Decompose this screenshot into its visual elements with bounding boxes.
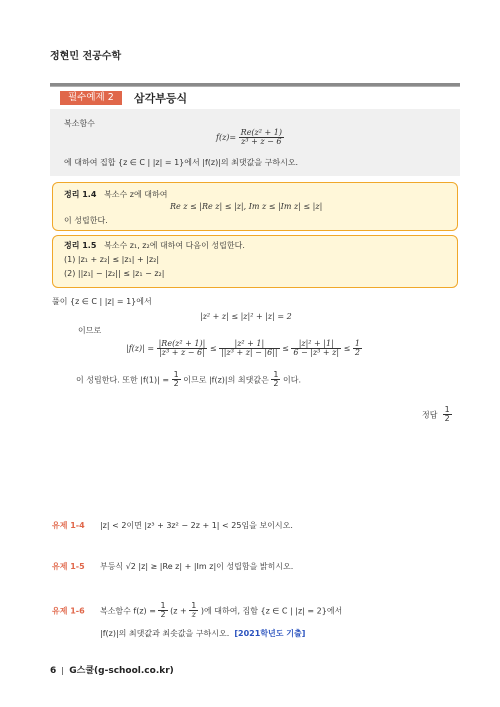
conclusion-half-2 bbox=[271, 371, 280, 389]
answer-value bbox=[443, 406, 452, 424]
half-num: 1 bbox=[444, 405, 450, 414]
header-rule-thin bbox=[50, 86, 460, 87]
half-den: 2 bbox=[444, 414, 450, 424]
half-den: 2 bbox=[273, 379, 279, 389]
ineq2-frac1-num: |Re(z² + 1)| bbox=[158, 339, 206, 348]
solution-conclusion bbox=[76, 371, 301, 389]
exercise-text-line2: |f(z)|의 최댓값과 최솟값을 구하시오. bbox=[100, 629, 230, 638]
ineq2-frac1 bbox=[157, 340, 208, 358]
answer bbox=[422, 406, 452, 424]
formula-fraction bbox=[239, 129, 284, 147]
problem-line2: 에 대하여 집합 {z ∈ C | |z| = 1}에서 |f(z)|의 최댓값을 구하시오. bbox=[64, 158, 299, 167]
half-den: 2 bbox=[173, 379, 179, 389]
solution-intro: 풀이 {z ∈ C | |z| = 1}에서 bbox=[52, 297, 152, 306]
exercise-text-c: )에 대하여, 집합 {z ∈ C | |z| = 2}에서 bbox=[200, 606, 343, 616]
ineq2-frac3-num: |z|² + |1| bbox=[291, 340, 341, 349]
exercise-tag: 유제 1-6 bbox=[52, 606, 85, 616]
exercise-tag: 유제 1-5 bbox=[52, 562, 85, 571]
theorem-1-4-label: 정리 1.4 bbox=[64, 190, 97, 199]
solution-ineq2 bbox=[126, 340, 362, 358]
ineq2-frac2-den: ||z³ + z| − |6|| bbox=[221, 348, 278, 358]
running-header: 정현민 전공수학 bbox=[50, 51, 122, 62]
footer bbox=[50, 663, 174, 676]
exercise-frac-half bbox=[158, 602, 167, 620]
exam-year-badge: [2021학년도 기출] bbox=[234, 629, 306, 638]
exercise-text: |z| < 2이면 |z³ + 3z² − 2z + 1| < 25임을 보이시오. bbox=[99, 521, 293, 530]
half-num: 1 bbox=[273, 370, 279, 379]
conclusion-part-c: 이다. bbox=[283, 375, 301, 385]
ineq2-frac2-num: |z² + 1| bbox=[219, 340, 279, 349]
exercise-1-6 bbox=[52, 602, 342, 620]
theorem-1-5-intro-text: 복소수 z₁, z₂에 대하여 다음이 성립한다. bbox=[104, 241, 245, 250]
theorem-1-5-item2: (2) ||z₁| − |z₂|| ≤ |z₁ − z₂| bbox=[64, 269, 165, 278]
exercise-frac-inv-z bbox=[189, 602, 198, 620]
half-den: 2 bbox=[354, 348, 360, 358]
exercise-1-4 bbox=[52, 520, 293, 531]
theorem-1-5-item1: (1) |z₁ + z₂| ≤ |z₁| + |z₂| bbox=[64, 255, 160, 264]
half-num: 1 bbox=[354, 339, 360, 348]
frac-num: 1 bbox=[160, 601, 166, 610]
ineq2-half bbox=[353, 340, 362, 358]
le-sign: ≤ bbox=[343, 343, 351, 353]
problem-line1: 복소함수 bbox=[64, 119, 95, 128]
ineq2-frac1-den: |z³ + z − 6| bbox=[159, 348, 205, 358]
footer-site: G스쿨(g-school.co.kr) bbox=[69, 666, 174, 676]
problem-tag: 필수예제 2 bbox=[60, 91, 122, 105]
exercise-1-5 bbox=[52, 561, 293, 572]
footer-divider bbox=[62, 667, 63, 675]
page-number: 6 bbox=[50, 666, 57, 676]
half-num: 1 bbox=[173, 370, 179, 379]
exercise-tag: 유제 1-4 bbox=[52, 521, 85, 530]
ineq2-lhs: |f(z)| = bbox=[126, 343, 155, 353]
frac-num: 1 bbox=[191, 601, 197, 610]
theorem-1-4-closing: 이 성립한다. bbox=[64, 216, 108, 225]
le-sign: ≤ bbox=[209, 343, 217, 353]
conclusion-part-b: 이므로 |f(z)|의 최댓값은 bbox=[183, 375, 269, 385]
frac-den: z bbox=[191, 610, 196, 620]
formula-denominator: z³ + z − 6 bbox=[241, 137, 282, 147]
conclusion-part-a: 이 성립한다. 또한 |f(1)| = bbox=[76, 375, 170, 385]
exercise-text-a: 복소함수 f(z) = bbox=[99, 606, 156, 616]
problem-formula bbox=[216, 129, 284, 147]
problem-title: 삼각부등식 bbox=[134, 92, 188, 105]
formula-lhs: f(z)= bbox=[216, 132, 237, 142]
exercise-1-6-line2 bbox=[100, 628, 305, 639]
frac-den: 2 bbox=[160, 610, 166, 620]
conclusion-half-1 bbox=[172, 371, 181, 389]
solution-therefore: 이므로 bbox=[78, 326, 102, 335]
problem-header bbox=[50, 89, 460, 107]
formula-numerator: Re(z² + 1) bbox=[240, 128, 282, 137]
ineq2-frac3-den: 6 − |z³ + z| bbox=[293, 348, 340, 358]
theorem-1-4-formula: Re z ≤ |Re z| ≤ |z|, Im z ≤ |Im z| ≤ |z| bbox=[170, 202, 323, 211]
solution-ineq1: |z² + z| ≤ |z|² + |z| = 2 bbox=[200, 312, 292, 321]
theorem-1-4-intro bbox=[64, 189, 167, 200]
ineq2-frac2 bbox=[219, 340, 279, 358]
theorem-1-5-label: 정리 1.5 bbox=[64, 241, 97, 250]
le-sign: ≤ bbox=[282, 343, 289, 353]
exercise-text: 부등식 √2 |z| ≥ |Re z| + |Im z|이 성립함을 밝히시오. bbox=[99, 562, 294, 571]
exercise-text-b: (z + bbox=[170, 606, 187, 616]
ineq2-frac3 bbox=[291, 340, 341, 358]
theorem-1-4-intro-text: 복소수 z에 대하여 bbox=[104, 190, 168, 199]
theorem-1-5-intro bbox=[64, 240, 245, 251]
answer-label: 정답 bbox=[422, 410, 438, 420]
